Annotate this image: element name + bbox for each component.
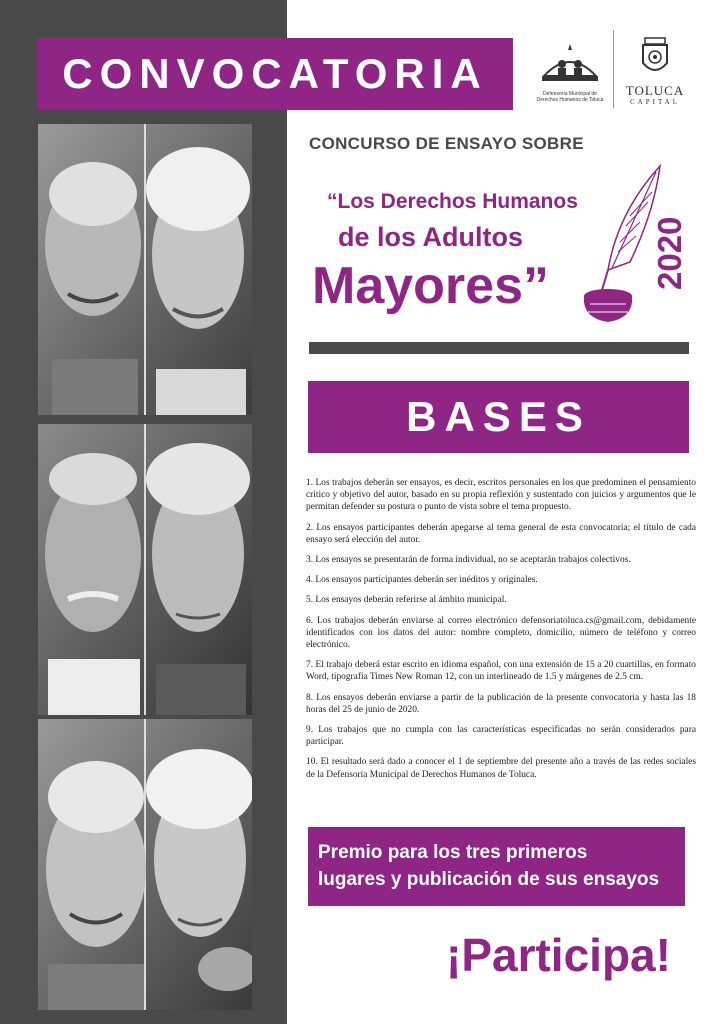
logos-area [535, 30, 695, 110]
contest-title-line-2: de los Adultos [338, 222, 524, 252]
elderly-couple-photo-2 [38, 424, 252, 715]
rule-item: 3. Los ensayos se presentarán de forma individual, no se aceptarán trabajos colectivos. [306, 555, 631, 566]
prize-line-1: Premio para los tres primeros [318, 842, 588, 863]
rule-item: 2. Los ensayos participantes deberán apegarse al tema general de esta convocatoria; el título de cada ensayo será elección del autor. [306, 522, 696, 545]
rule-item: 6. Los trabajos deberán enviarse al correo electrónico defensoriatoluca.cs@gmail.com, debidamente identificados con los datos del autor: nombre completo, domicilio, número de teléfono y correo electrónico. [306, 615, 696, 651]
rule-item: 5. Los ensayos deberán referirse al ámbito municipal. [306, 595, 507, 606]
rule-item: 4. Los ensayos participantes deberán ser inéditos y originales. [306, 575, 538, 586]
rules-list [306, 477, 696, 789]
rule-item: 7. El trabajo deberá estar escrito en idioma español, con una extensión de 15 a 20 cuartillas, en formato Word, tipografía Times New Roman 12, con un interlineado de 1.5 y márgenes de 2.5 cm. [306, 660, 696, 683]
defensoria-emblem-icon [540, 42, 600, 84]
rule-item: 9. Los trabajos que no cumpla con las características especificadas no serán considerados para participar. [306, 725, 696, 748]
elderly-couple-photo-3 [38, 719, 252, 1010]
toluca-crest-icon [635, 35, 675, 79]
rule-item: 10. El resultado será dado a conocer el 1 de septiembre del presente año a través de las redes sociales de la Defensoría Municipal de Derechos Humanos de Toluca. [306, 757, 696, 780]
rule-item: 8. Los ensayos deberán enviarse a partir de la publicación de la presente convocatoria y hasta las 18 horas del 25 de junio de 2020. [306, 692, 696, 715]
contest-title-line-1: “Los Derechos Humanos [327, 190, 578, 213]
prize-line-2: lugares y publicación de sus ensayos [318, 869, 660, 890]
defensoria-logo [535, 42, 605, 108]
separator-bar [309, 342, 689, 354]
toluca-logo-name: TOLUCA [625, 83, 685, 98]
contest-subtitle: CONCURSO DE ENSAYO SOBRE [309, 134, 584, 153]
logo-divider [613, 30, 614, 108]
elderly-couple-photo-1 [38, 124, 252, 415]
toluca-logo [620, 35, 690, 110]
defensoria-logo-text: Defensoría Municipal de Derechos Humanos de Toluca [536, 91, 604, 103]
contest-year: 2020 [651, 216, 688, 290]
contest-title-line-3: Mayores” [312, 257, 549, 315]
convocatoria-banner: CONVOCATORIA [37, 38, 513, 110]
toluca-logo-sub: CAPITAL [630, 98, 680, 106]
rule-item: 1. Los trabajos deberán ser ensayos, es decir, escritos personales en los que predominen el pensamiento crítico y objetivo del autor, basado en su propia reflexión y sustentado con juicios y argumentos que le permitan defender su postura o punto de vista sobre el tema propuesto. [306, 478, 696, 513]
participa-call-to-action: ¡Participa! [446, 929, 671, 981]
bases-banner: BASES [308, 381, 689, 453]
prize-banner [308, 827, 685, 906]
